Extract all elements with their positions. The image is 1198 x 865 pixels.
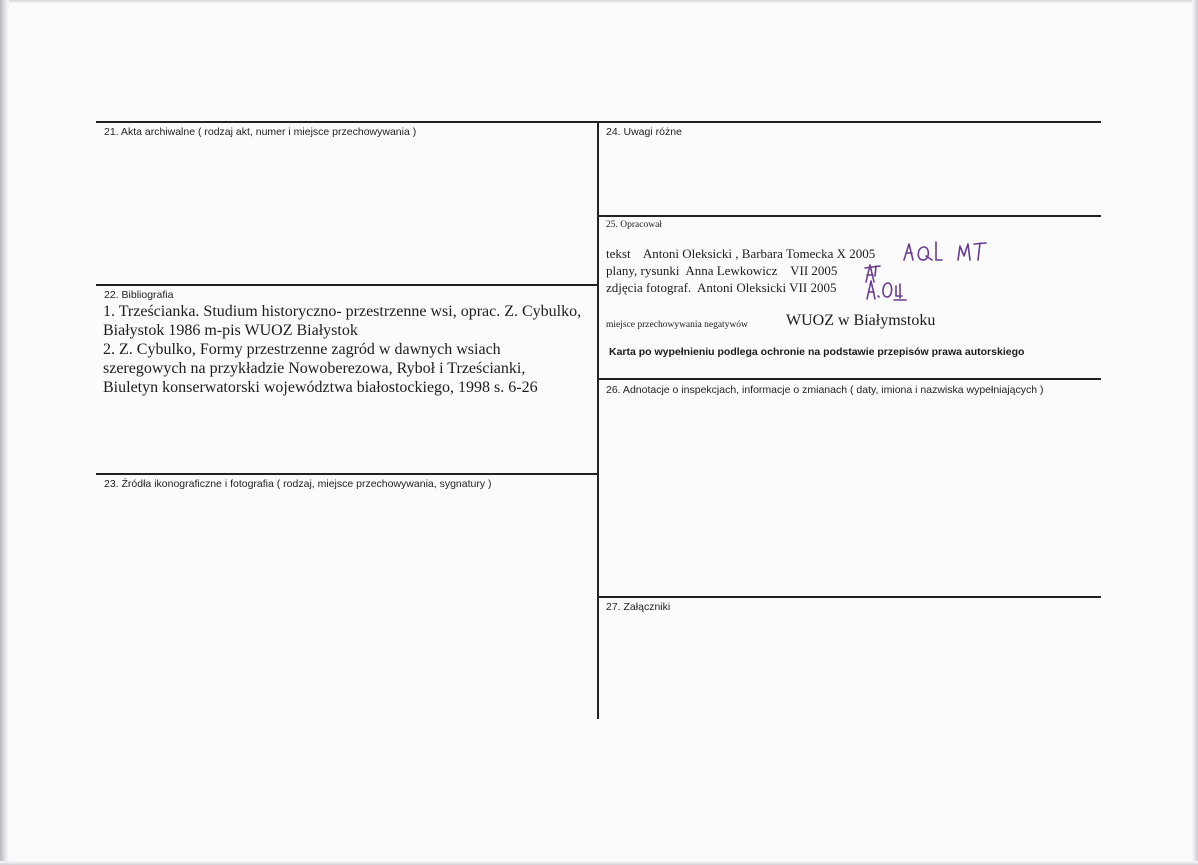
section-24-label: 24. Uwagi różne	[606, 126, 682, 138]
author-row-text: tekst Antoni Oleksicki , Barbara Tomecka X 2005	[606, 246, 876, 261]
scan-edge	[0, 0, 1198, 3]
bibliography-entry: 2. Z. Cybulko, Formy przestrzenne zagród w dawnych wsiach szeregowych na przykładzie Nowoberezowa, Ryboł i Trześcianki, Biuletyn konserwatorski województwa białostockiego, 1998 s. 6-26	[103, 341, 538, 396]
scan-edge	[0, 861, 1198, 865]
section-25-rule	[599, 215, 1101, 217]
author-row-photos: zdjęcia fotograf. Antoni Oleksicki VII 2005	[606, 280, 837, 295]
section-21-rule	[96, 121, 599, 123]
section-27-label: 27. Załączniki	[606, 601, 671, 613]
section-26-rule	[599, 378, 1101, 380]
scan-edge	[0, 0, 9, 865]
bibliography-entry: 1. Trześcianka. Studium historyczno- przestrzenne wsi, oprac. Z. Cybulko, Białystok 1986 m-pis WUOZ Białystok	[103, 303, 582, 339]
handwritten-initials-1	[902, 238, 992, 264]
section-24-rule	[599, 121, 1101, 123]
negatives-location-value: WUOZ w Białymstoku	[786, 312, 936, 329]
author-row-plans: plany, rysunki Anna Lewkowicz VII 2005	[606, 263, 838, 278]
section-26-label: 26. Adnotacje o inspekcjach, informacje o zmianach ( daty, imiona i nazwiska wypełniających )	[606, 384, 1044, 396]
section-23-rule	[96, 473, 599, 475]
section-27-rule	[599, 596, 1101, 598]
column-divider	[597, 121, 599, 719]
bibliography-list	[103, 302, 583, 397]
handwritten-initials-3	[864, 276, 912, 302]
section-22-label: 22. Bibliografia	[104, 289, 174, 301]
section-22-rule	[96, 284, 599, 286]
section-21-label: 21. Akta archiwalne ( rodzaj akt, numer i miejsce przechowywania )	[104, 126, 417, 138]
negatives-location-label: miejsce przechowywania negatywów	[606, 320, 748, 330]
scan-edge	[1192, 0, 1198, 865]
copyright-notice: Karta po wypełnieniu podlega ochronie na podstawie przepisów prawa autorskiego	[609, 346, 1025, 358]
section-25-label: 25. Opracował	[606, 220, 662, 230]
section-23-label: 23. Źródła ikonograficzne i fotografia ( rodzaj, miejsce przechowywania, sygnatury )	[104, 478, 492, 490]
